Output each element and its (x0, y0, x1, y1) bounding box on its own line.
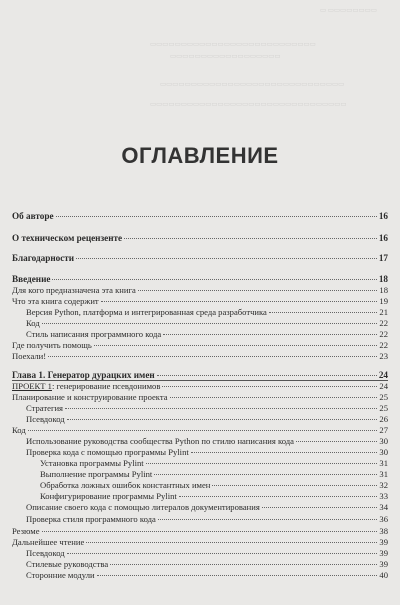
toc-page-number: 30 (379, 447, 388, 457)
dot-leader (65, 408, 377, 409)
toc-entry-title: Проверка кода с помощью программы Pylint (26, 447, 189, 457)
toc-entry (12, 233, 388, 243)
toc-page-number: 16 (378, 211, 388, 221)
dot-leader (97, 575, 378, 576)
toc-entry-title: Планирование и конструирование проекта (12, 392, 168, 402)
dot-leader (154, 474, 377, 475)
toc-page-number: 18 (379, 285, 388, 295)
toc-entry (26, 307, 388, 317)
dot-leader (42, 531, 378, 532)
dot-leader (138, 290, 378, 291)
toc-page-number: 40 (379, 570, 388, 580)
dot-leader (269, 312, 378, 313)
toc-entry (12, 392, 388, 402)
toc-entry-title: Версия Python, платформа и интегрированная среда разработчика (26, 307, 267, 317)
toc-entry-title: Обработка ложных ошибок константных имен (40, 480, 211, 490)
dot-leader (212, 485, 377, 486)
toc-chapter-entry (12, 370, 388, 380)
toc-page-number: 22 (379, 340, 388, 350)
toc-entry-title: Где получить помощь (12, 340, 92, 350)
toc-entry-title (12, 381, 160, 391)
dot-leader (162, 386, 377, 387)
toc-page-number: 39 (379, 559, 388, 569)
toc-entry-title: Код (26, 318, 40, 328)
toc-page-number: 24 (378, 370, 388, 380)
toc-entry-title: Код (12, 425, 26, 435)
toc-page-number: 32 (379, 480, 388, 490)
toc-page-number: 30 (379, 436, 388, 446)
toc-page-number: 39 (379, 548, 388, 558)
dot-leader (94, 345, 378, 346)
toc-page-number: 33 (379, 491, 388, 501)
toc-entry (26, 414, 388, 424)
toc-entry-title: Выполнение программы Pylint (40, 469, 153, 479)
project-label: ПРОЕКТ 1 (12, 381, 52, 391)
project-title: : генерирование псевдонимов (51, 381, 161, 391)
toc-entry-title: Благодарности (12, 253, 75, 263)
dot-leader (67, 419, 378, 420)
toc-heading: ОГЛАВЛЕНИЕ (121, 143, 279, 168)
dot-leader (296, 441, 377, 442)
toc-entry (12, 537, 388, 547)
dot-leader (56, 216, 377, 217)
toc-entry (40, 469, 388, 479)
toc-entry (12, 285, 388, 295)
toc-entry-title: Стилевые руководства (26, 559, 109, 569)
dot-leader (48, 356, 377, 357)
toc-page-number: 25 (379, 403, 388, 413)
toc-entry (12, 253, 388, 263)
toc-entry-title: Установка программы Pylint (40, 458, 144, 468)
toc-page-number: 34 (379, 502, 388, 512)
toc-entry (12, 340, 388, 350)
dot-leader (101, 301, 378, 302)
toc-page-number: 26 (379, 414, 388, 424)
dot-leader (170, 397, 378, 398)
toc-entry-title: Дальнейшее чтение (12, 537, 85, 547)
toc-entry-title: Использование руководства сообщества Python по стилю написания кода (26, 436, 294, 446)
toc-page-number: 16 (378, 233, 388, 243)
toc-entry-title: Для кого предназначена эта книга (12, 285, 136, 295)
bleed-through-text: ▭ ▭▭▭▭▭▭▭▭ ▭▭▭▭▭▭▭▭▭▭▭▭▭▭▭▭▭▭▭▭▭▭▭▭▭▭▭ ▭▭▭▭▭▭▭▭▭▭▭▭▭▭▭▭▭▭ ▭▭▭▭▭▭▭▭▭▭▭▭▭▭▭▭▭▭▭▭▭▭▭▭▭▭▭▭▭▭ ▭▭▭▭▭▭▭▭▭▭▭▭▭▭▭▭▭▭▭▭▭▭▭▭▭▭▭▭▭▭▭▭ (150, 7, 377, 108)
toc-entry-title: Описание своего кода с помощью литералов документирования (26, 502, 260, 512)
toc-page-number: 27 (379, 425, 388, 435)
toc-entry-title: Об авторе (12, 211, 54, 221)
toc-page-number: 31 (379, 458, 388, 468)
dot-leader (42, 323, 378, 324)
dot-leader (86, 542, 377, 543)
dot-leader (163, 334, 377, 335)
dot-leader (110, 564, 377, 565)
toc-page-number: 39 (379, 537, 388, 547)
toc-entry (12, 526, 388, 536)
toc-entry (26, 436, 388, 446)
toc-entry (12, 296, 388, 306)
toc-entry-title: Глава 1. Генератор дурацких имен (12, 370, 155, 380)
toc-entry (26, 403, 388, 413)
toc-entry-title: Резюме (12, 526, 40, 536)
toc-page-number: 31 (379, 469, 388, 479)
toc-page-number: 22 (379, 318, 388, 328)
toc-page-number: 25 (379, 392, 388, 402)
toc-page-number: 17 (378, 253, 388, 263)
dot-leader (179, 496, 378, 497)
toc-entry (12, 425, 388, 435)
toc-page-number: 21 (379, 307, 388, 317)
toc-entry-title: Введение (12, 274, 51, 284)
dot-leader (191, 452, 378, 453)
toc-entry (12, 381, 388, 391)
toc-entry-title: Что эта книга содержит (12, 296, 99, 306)
toc-entry (40, 480, 388, 490)
toc-entry (26, 559, 388, 569)
toc-entry-title: Конфигурирование программы Pylint (40, 491, 177, 501)
dot-leader (157, 375, 377, 376)
toc-page-number: 18 (378, 274, 388, 284)
dot-leader (146, 463, 378, 464)
toc-entry (26, 329, 388, 339)
toc-page-number: 23 (379, 351, 388, 361)
dot-leader (76, 258, 377, 259)
toc-entry-title: О техническом рецензенте (12, 233, 123, 243)
toc-entry (26, 570, 388, 580)
toc-entry (26, 548, 388, 558)
toc-entry (26, 318, 388, 328)
toc-entry (40, 491, 388, 501)
toc-entry-title: Псевдокод (26, 414, 65, 424)
toc-entry (26, 502, 388, 512)
toc-entry-title: Сторонние модули (26, 570, 95, 580)
toc-entry (26, 514, 388, 524)
toc-entry-title: Поехали! (12, 351, 47, 361)
toc-entry-title: Стратегия (26, 403, 64, 413)
toc-entry-title: Стиль написания программного кода (26, 329, 162, 339)
toc-page-number: 36 (379, 514, 388, 524)
toc-entry-title: Псевдокод (26, 548, 65, 558)
toc-entry (40, 458, 388, 468)
toc-page-number: 19 (379, 296, 388, 306)
dot-leader (67, 553, 378, 554)
toc-entry (12, 274, 388, 284)
dot-leader (158, 519, 378, 520)
dot-leader (262, 507, 378, 508)
toc-entry-title: Проверка стиля программного кода (26, 514, 156, 524)
dot-leader (124, 238, 377, 239)
toc-entry (12, 351, 388, 361)
toc-page-number: 22 (379, 329, 388, 339)
dot-leader (28, 430, 378, 431)
toc-page-number: 24 (379, 381, 388, 391)
toc-entry (12, 211, 388, 221)
toc-entry (26, 447, 388, 457)
dot-leader (52, 279, 376, 280)
toc-page-number: 38 (379, 526, 388, 536)
